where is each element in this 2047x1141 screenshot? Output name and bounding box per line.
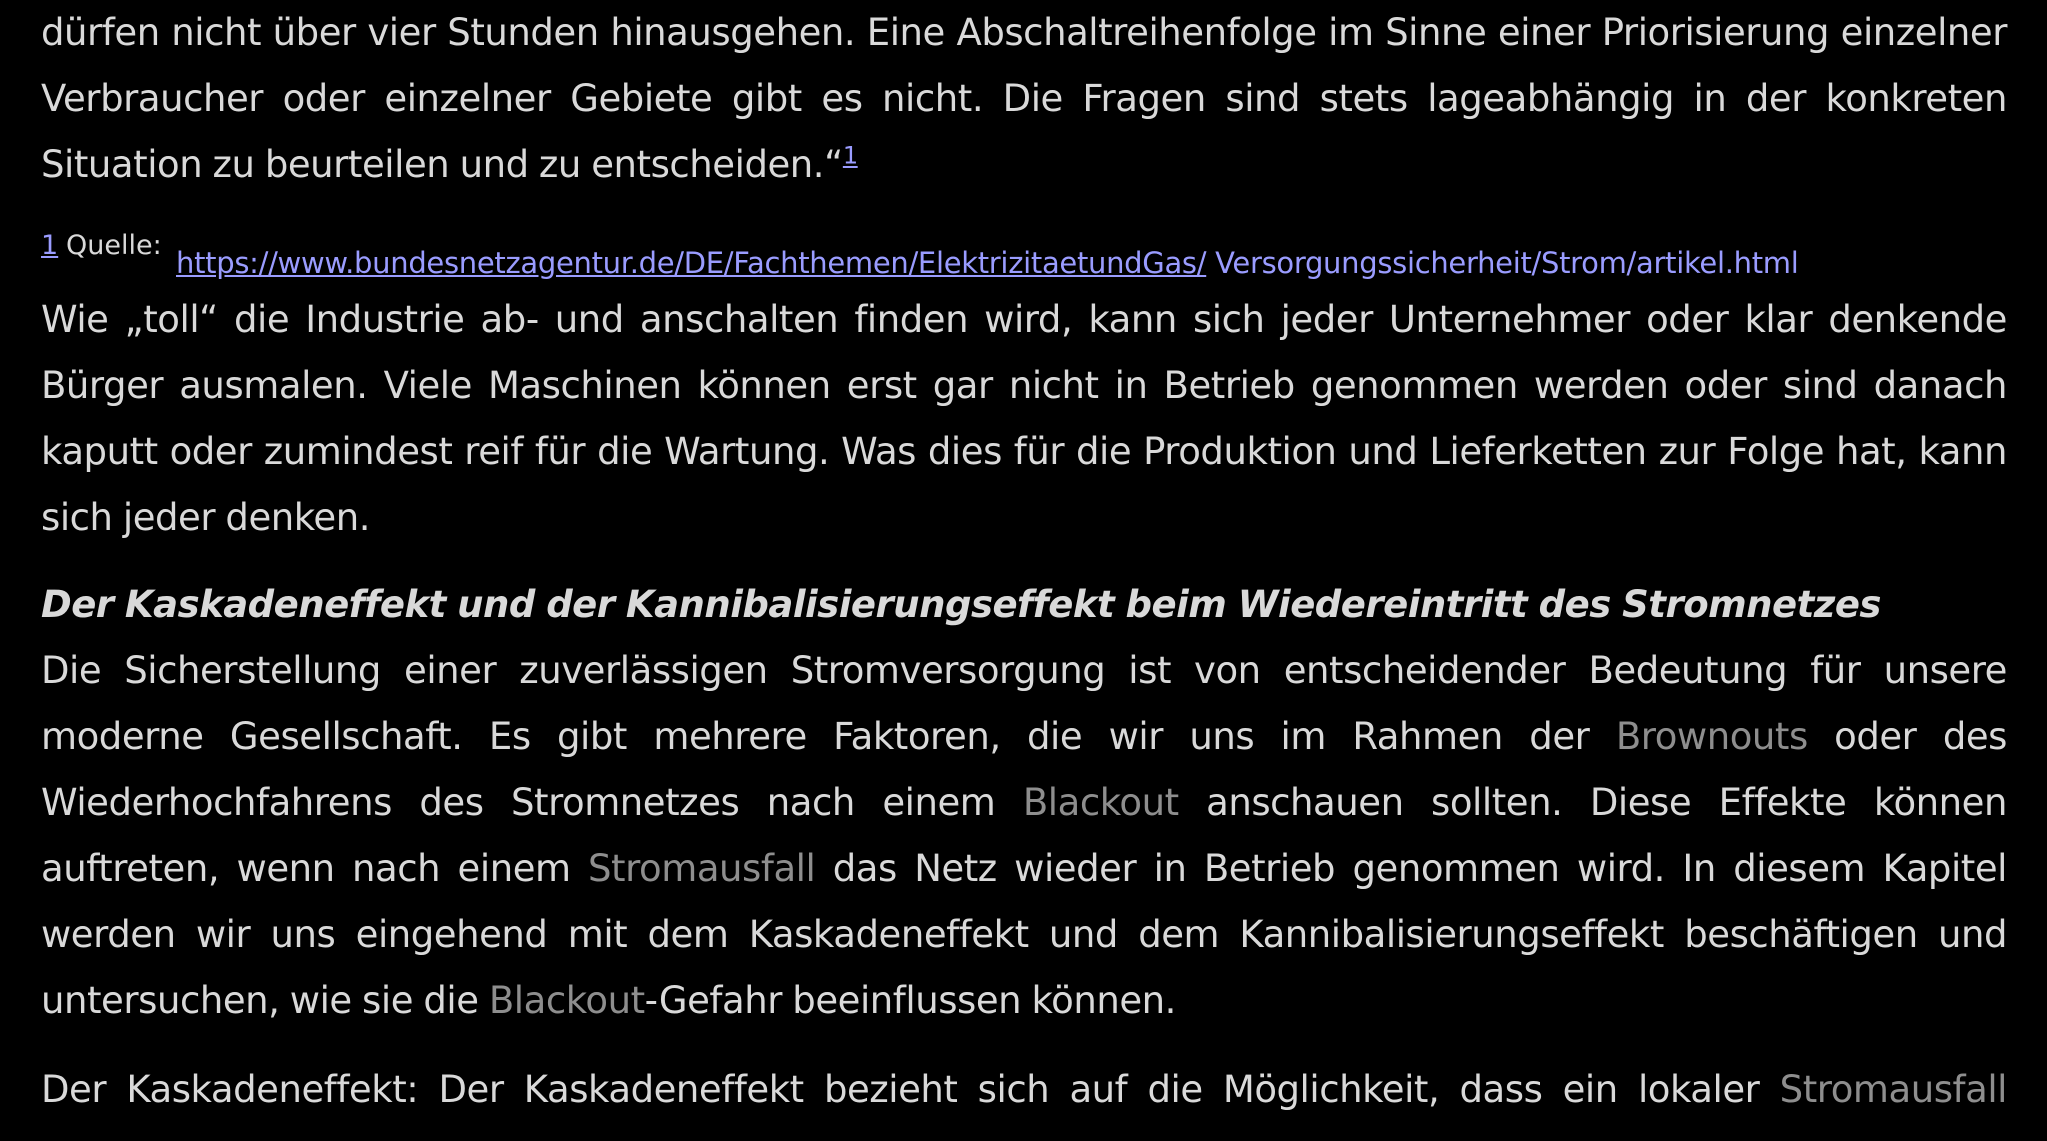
paragraph-intro [41, 638, 2007, 1034]
footnote-reference-link[interactable]: 1 [842, 141, 858, 170]
footnote-number-link[interactable]: 1 [41, 230, 59, 261]
text-run: das Netz wieder in Betrieb genommen wird. In diesem Kapitel werden wir uns eingehend mit dem Kaskadeneffekt und dem Kannibalisierungseffekt beschäftigen und untersuchen, wie sie die [41, 847, 2007, 1022]
glossary-term-blackout[interactable]: Blackout [1022, 781, 1179, 824]
glossary-term-brownouts[interactable]: Brownouts [1615, 715, 1808, 758]
text-run: Der Kaskadeneffekt: Der Kaskadeneffekt bezieht sich auf die Möglichkeit, dass ein lokaler [41, 1068, 1780, 1111]
glossary-term-stromausfall[interactable]: Stromausfall [1779, 1068, 2007, 1111]
text-run: oder des Wiederhochfahrens des Stromnetzes nach einem [41, 715, 2008, 824]
paragraph-text: Wie „toll“ die Industrie ab- und anschalten finden wird, kann sich jeder Unternehmer oder klar denkende Bürger ausmalen. Viele Maschinen können erst gar nicht in Betrieb genommen werden oder sind danach kaputt oder zumindest reif für die Wartung. Was dies für die Produktion und Lieferketten zur Folge hat, kann sich jeder denken. [41, 298, 2007, 539]
text-run: Die Sicherstellung einer zuverlässigen Stromversorgung ist von entscheidender Bedeutung für unsere moderne Gesellschaft. Es gibt mehrere Faktoren, die wir uns im Rahmen der [41, 649, 2007, 758]
paragraph-text: dürfen nicht über vier Stunden hinausgehen. Eine Abschaltreihenfolge im Sinne einer Priorisierung einzelner Verbraucher oder einzelner Gebiete gibt es nicht. Die Fragen sind stets lageabhängig in der konkreten Situation zu beurteilen und zu entscheiden.“ [41, 11, 2007, 186]
paragraph-industry [41, 287, 2007, 551]
section-heading: Der Kaskadeneffekt und der Kannibalisierungseffekt beim Wiedereintritt des Stromnetzes [41, 583, 1881, 626]
text-run: anschauen sollten. Diese Effekte können auftreten, wenn nach einem [41, 781, 2007, 890]
paragraph-quote-end [41, 0, 2007, 198]
footnote-url-part-1[interactable]: https://www.bundesnetzagentur.de/DE/Fachthemen/ElektrizitaetundGas/ [176, 246, 1207, 280]
glossary-term-stromausfall[interactable]: Stromausfall [588, 847, 816, 890]
glossary-term-blackout[interactable]: Blackout [488, 979, 645, 1022]
footnote-source-link[interactable] [176, 246, 1799, 280]
footnote-label: Quelle: [66, 230, 162, 261]
footnote-url-part-2[interactable]: Versorgungssicherheit/Strom/artikel.html [1206, 246, 1799, 280]
paragraph-kaskadeneffekt [41, 1057, 2007, 1123]
text-run: -Gefahr beeinflussen können. [644, 979, 1176, 1022]
footnote [41, 226, 2007, 286]
